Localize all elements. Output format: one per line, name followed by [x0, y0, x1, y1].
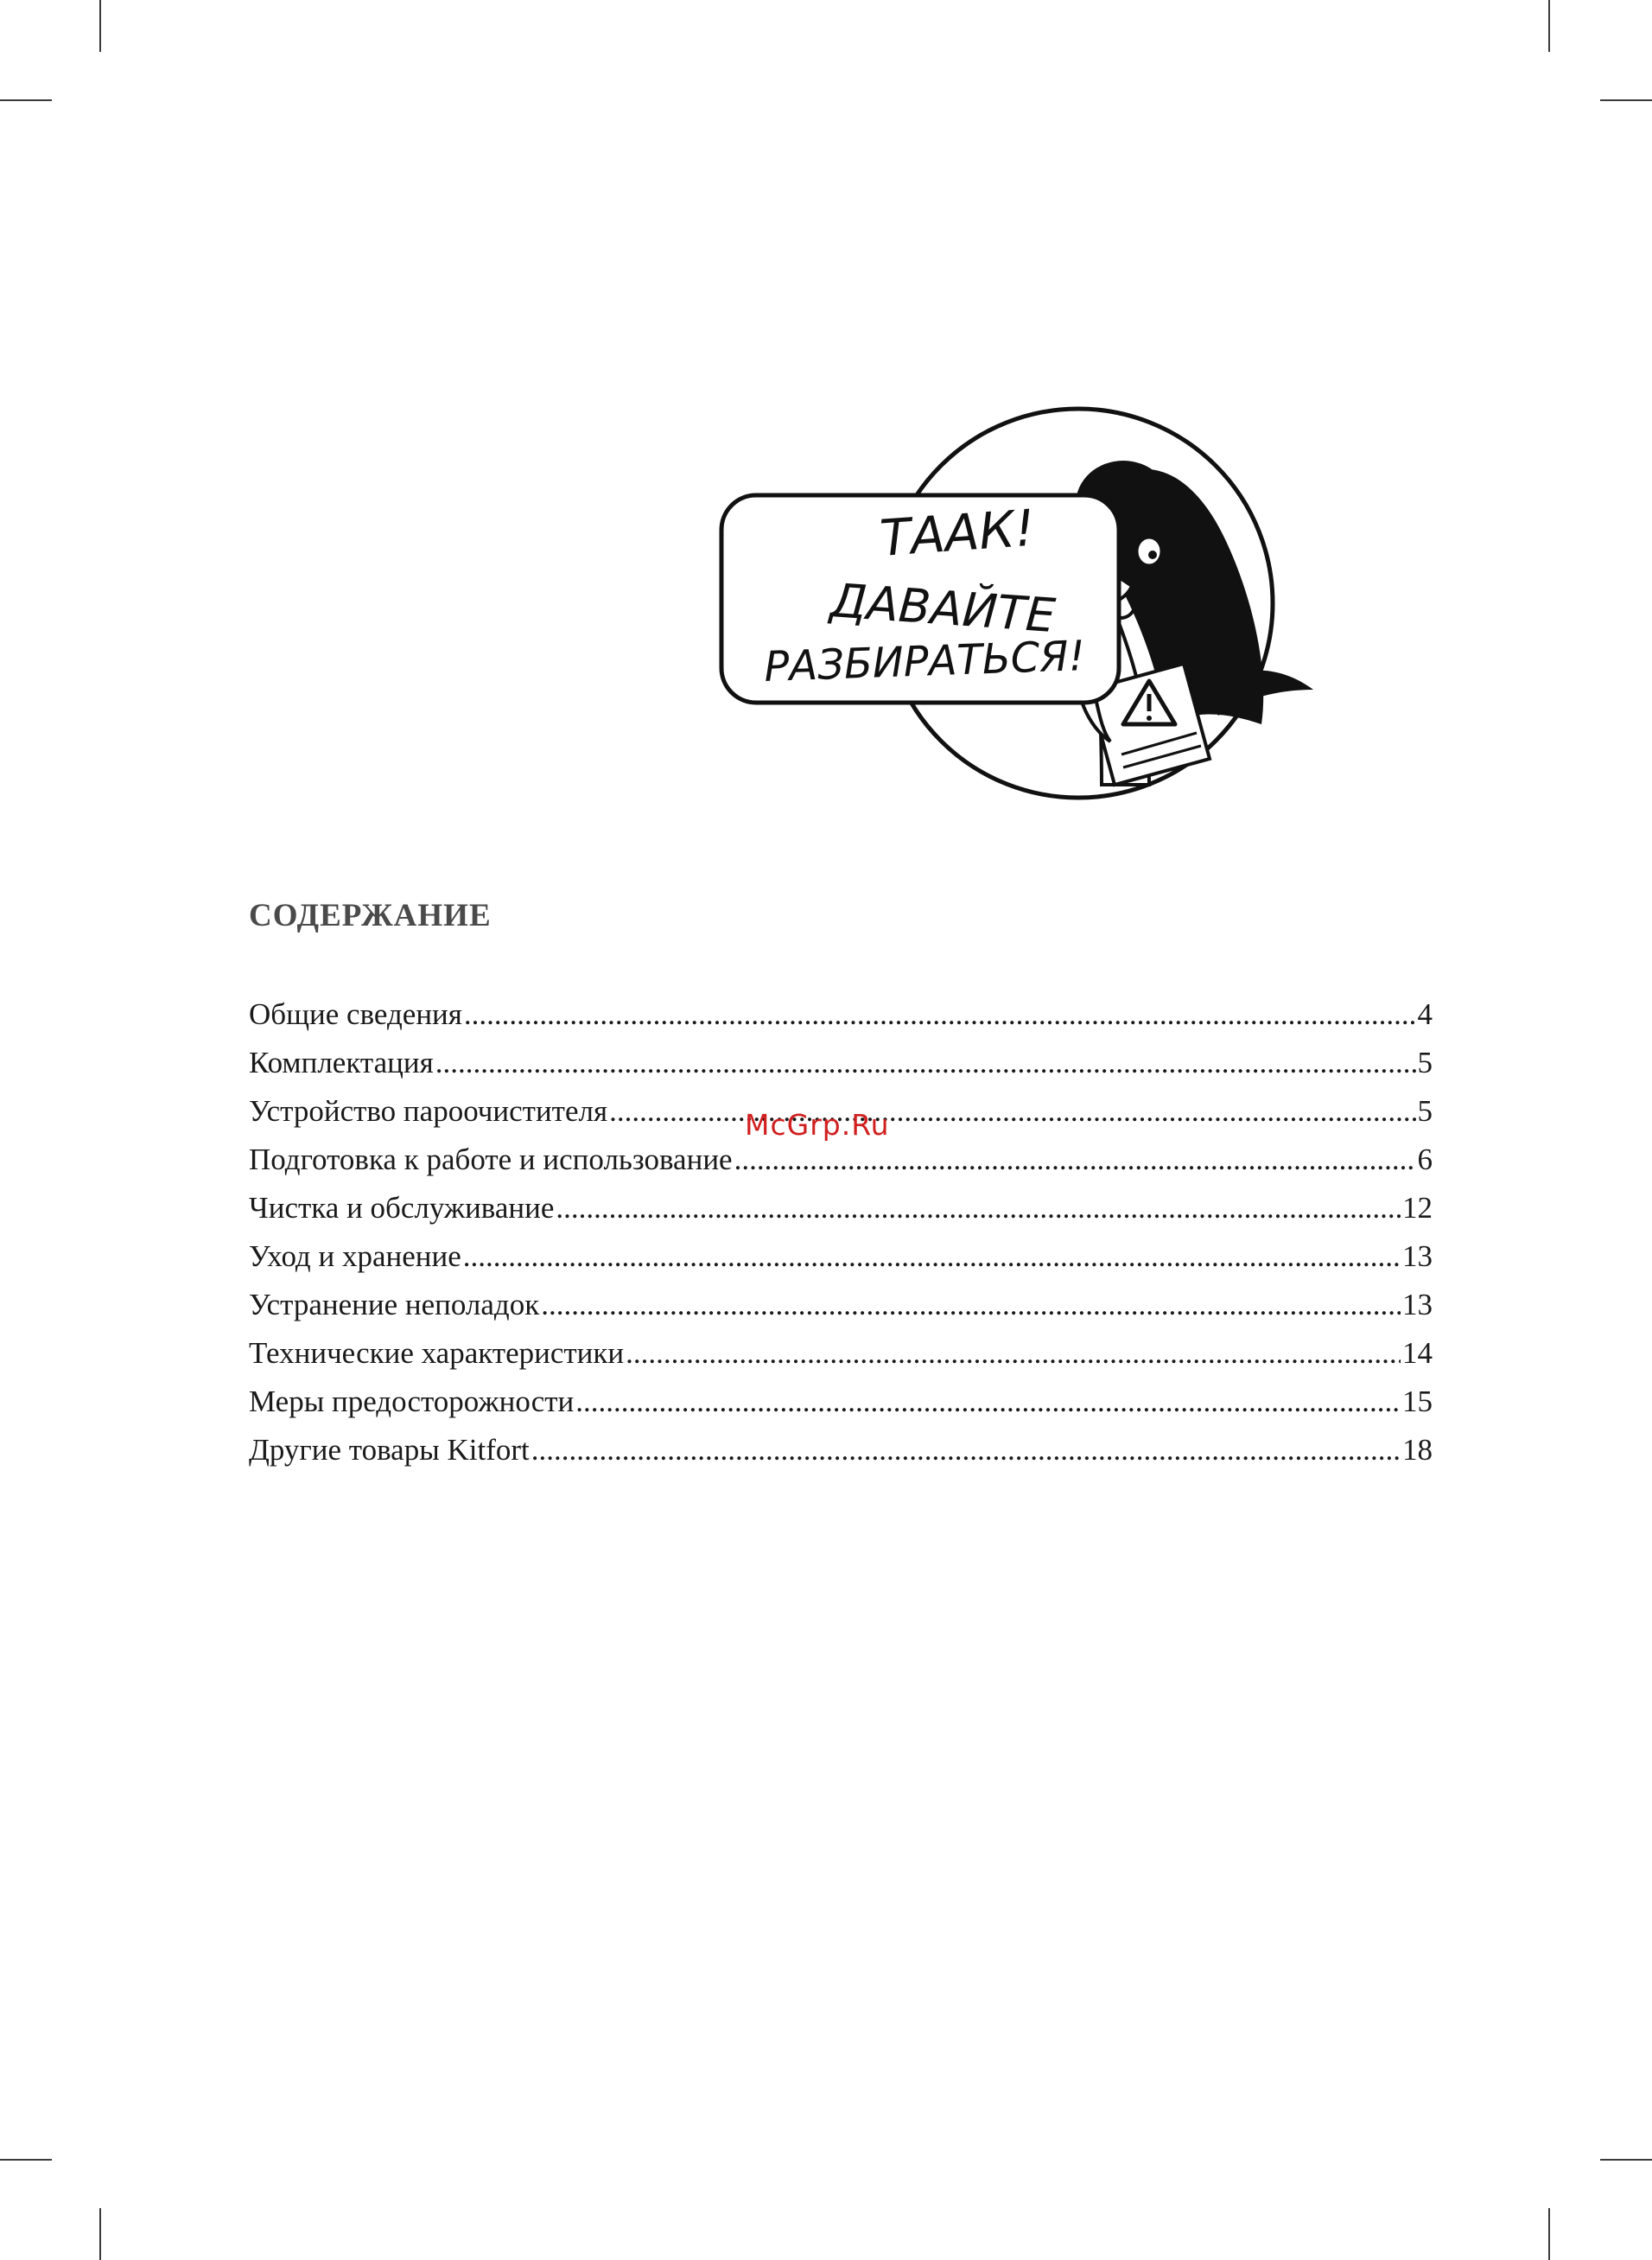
toc-entry-title: Комплектация — [249, 1046, 434, 1079]
bubble-line2: ДАВАЙТЕ — [829, 573, 1058, 644]
toc-row[interactable] — [249, 1232, 1433, 1281]
crop-mark-top-right-vertical — [1548, 0, 1550, 52]
toc-leader-dots — [463, 1232, 1401, 1281]
crop-mark-bottom-right-vertical — [1548, 2208, 1550, 2260]
toc-entry-page: 13 — [1402, 1239, 1433, 1273]
toc-row[interactable] — [249, 1378, 1433, 1426]
crop-mark-top-left-horizontal — [0, 99, 52, 101]
toc-row[interactable] — [249, 1136, 1433, 1184]
toc-leader-dots — [435, 1039, 1416, 1087]
penguin-eye — [1137, 538, 1161, 565]
toc-leader-dots — [626, 1329, 1401, 1378]
toc-leader-dots — [556, 1184, 1401, 1232]
toc-leader-dots — [531, 1426, 1401, 1474]
toc-entry-title: Меры предосторожности — [249, 1385, 575, 1418]
toc-entry-page: 5 — [1417, 1046, 1433, 1079]
toc-entry-page: 4 — [1417, 997, 1433, 1031]
toc-leader-dots — [609, 1087, 1415, 1136]
crop-mark-bottom-left-vertical — [99, 2208, 101, 2260]
toc-row[interactable] — [249, 1426, 1433, 1474]
toc-entry-page: 5 — [1417, 1094, 1433, 1128]
toc-entry-title: Устранение неполадок — [249, 1288, 540, 1321]
crop-mark-bottom-left-horizontal — [0, 2159, 52, 2161]
table-of-contents — [249, 990, 1433, 1474]
toc-row[interactable] — [249, 1329, 1433, 1378]
toc-entry-title: Общие сведения — [249, 997, 462, 1031]
penguin-illustration — [717, 404, 1357, 811]
watermark: McGrp.Ru — [745, 1108, 890, 1142]
bubble-line3: РАЗБИРАТЬСЯ! — [763, 632, 1086, 691]
toc-entry-title: Чистка и обслуживание — [249, 1191, 555, 1225]
toc-entry-page: 6 — [1417, 1143, 1433, 1176]
toc-entry-title: Устройство пароочистителя — [249, 1094, 608, 1128]
toc-leader-dots — [575, 1378, 1401, 1426]
toc-leader-dots — [541, 1281, 1401, 1329]
toc-row[interactable] — [249, 1281, 1433, 1329]
toc-entry-page: 13 — [1402, 1288, 1433, 1321]
toc-row[interactable] — [249, 1184, 1433, 1232]
toc-leader-dots — [464, 990, 1416, 1039]
toc-row[interactable] — [249, 990, 1433, 1039]
toc-entry-title: Технические характеристики — [249, 1336, 625, 1370]
crop-mark-bottom-right-horizontal — [1600, 2159, 1652, 2161]
toc-entry-page: 14 — [1402, 1336, 1433, 1370]
crop-mark-top-left-vertical — [99, 0, 101, 52]
crop-mark-top-right-horizontal — [1600, 99, 1652, 101]
toc-entry-title: Другие товары Kitfort — [249, 1433, 530, 1467]
toc-leader-dots — [734, 1136, 1416, 1184]
bubble-line1: ТААК! — [878, 498, 1037, 568]
toc-row[interactable] — [249, 1039, 1433, 1087]
toc-heading: СОДЕРЖАНИЕ — [249, 898, 492, 933]
toc-entry-page: 15 — [1402, 1385, 1433, 1418]
toc-entry-page: 18 — [1402, 1433, 1433, 1467]
toc-entry-title: Подготовка к работе и использование — [249, 1143, 733, 1176]
toc-entry-page: 12 — [1402, 1191, 1433, 1225]
toc-entry-title: Уход и хранение — [249, 1239, 461, 1273]
